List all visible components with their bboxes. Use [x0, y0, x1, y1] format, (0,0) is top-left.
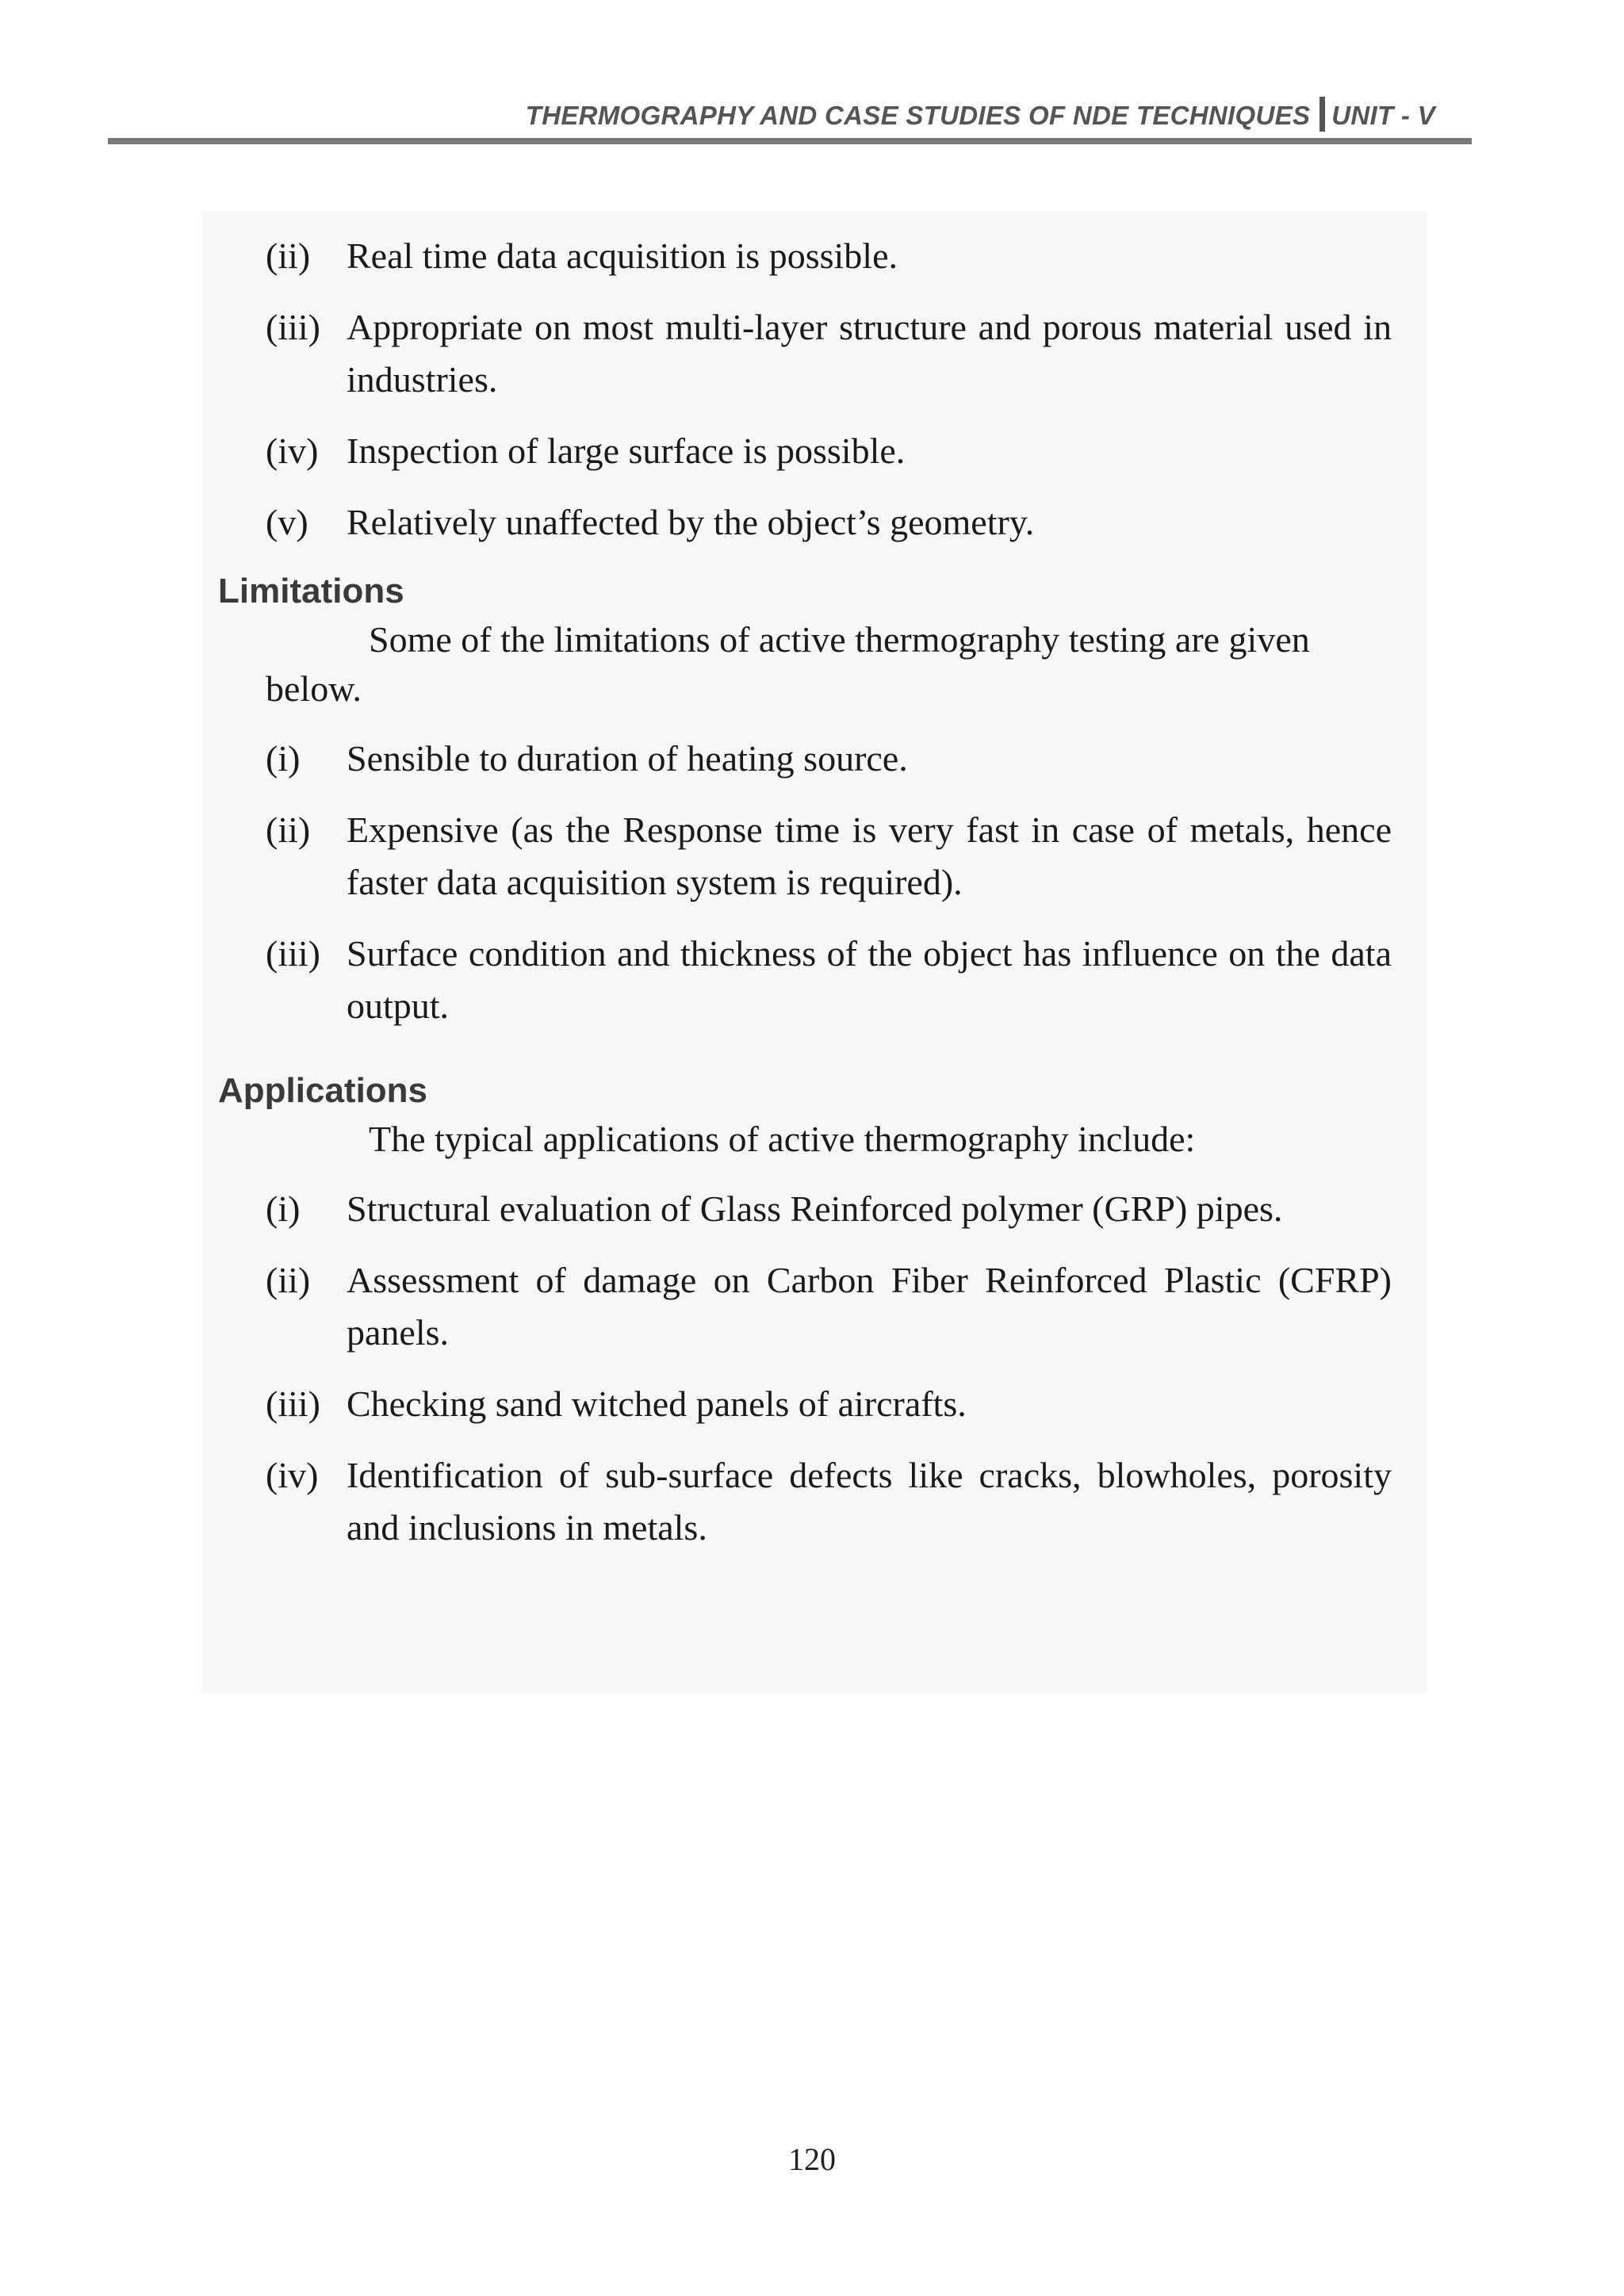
- item-text: Identification of sub-surface defects like cracks, blowholes, porosity and inclusions in metals.: [347, 1455, 1392, 1548]
- list-item: [218, 733, 1392, 785]
- list-item: [218, 496, 1392, 549]
- limitations-heading: Limitations: [218, 572, 404, 610]
- list-item: [218, 928, 1392, 1032]
- item-text: Expensive (as the Response time is very fast in case of metals, hence faster data acquisition system is required).: [347, 809, 1392, 902]
- list-item: [218, 425, 1392, 477]
- item-text: Assessment of damage on Carbon Fiber Reinforced Plastic (CFRP) panels.: [347, 1260, 1392, 1353]
- limitations-list: [218, 733, 1392, 1032]
- item-text: Sensible to duration of heating source.: [347, 738, 908, 779]
- item-number: (iii): [266, 307, 320, 347]
- item-text: Structural evaluation of Glass Reinforced polymer (GRP) pipes.: [347, 1188, 1283, 1229]
- item-number: (ii): [266, 235, 311, 276]
- item-text: Real time data acquisition is possible.: [347, 235, 898, 276]
- list-item: [218, 1449, 1392, 1554]
- item-number: (iv): [266, 430, 319, 471]
- advantages-list: [218, 230, 1392, 549]
- header-separator: [1320, 97, 1325, 132]
- item-number: (ii): [266, 1260, 311, 1300]
- applications-list: [218, 1183, 1392, 1554]
- item-number: (iii): [266, 1383, 320, 1424]
- list-item: [218, 230, 1392, 282]
- list-item: [218, 1254, 1392, 1359]
- item-number: (v): [266, 502, 308, 542]
- list-item: [218, 1378, 1392, 1430]
- header-unit: UNIT - V: [1331, 101, 1435, 130]
- page-number: 120: [788, 2141, 836, 2177]
- page-header: [108, 97, 1472, 144]
- item-text: Surface condition and thickness of the object has influence on the data output.: [347, 933, 1392, 1026]
- item-number: (i): [266, 1188, 301, 1229]
- applications-heading: Applications: [218, 1071, 428, 1110]
- list-item: [218, 1183, 1392, 1235]
- header-title: THERMOGRAPHY AND CASE STUDIES OF NDE TECHNIQUES: [525, 101, 1311, 130]
- list-item: [218, 804, 1392, 909]
- item-number: (i): [266, 738, 301, 779]
- header-rule: [108, 138, 1472, 144]
- item-text: Inspection of large surface is possible.: [347, 430, 906, 471]
- item-text: Checking sand witched panels of aircrafts.: [347, 1383, 967, 1424]
- page-content: [218, 230, 1392, 1573]
- limitations-intro: Some of the limitations of active thermography testing are given below.: [266, 619, 1310, 709]
- item-number: (iii): [266, 933, 320, 974]
- item-number: (ii): [266, 809, 311, 850]
- list-item: [218, 301, 1392, 406]
- item-text: Appropriate on most multi-layer structure and porous material used in industries.: [347, 307, 1392, 400]
- item-number: (iv): [266, 1455, 319, 1495]
- header-text: [526, 97, 1435, 132]
- item-text: Relatively unaffected by the object’s geometry.: [347, 502, 1035, 542]
- applications-intro: The typical applications of active thermography include:: [369, 1119, 1196, 1159]
